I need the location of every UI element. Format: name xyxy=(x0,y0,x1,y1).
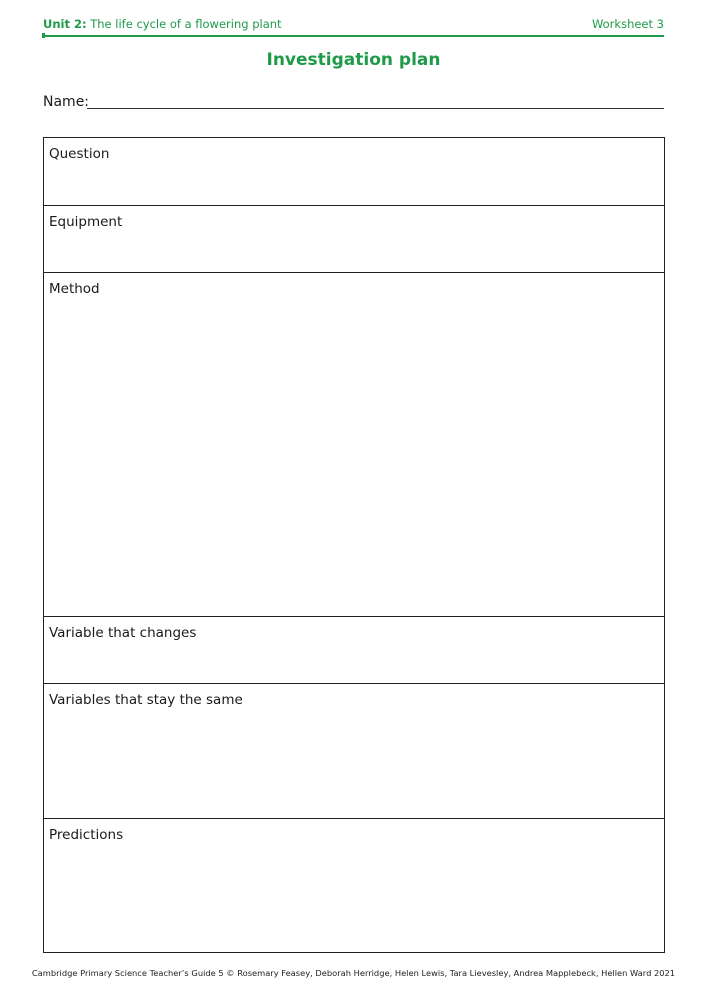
page-title: Investigation plan xyxy=(266,50,441,70)
section-label: Predictions xyxy=(49,827,124,843)
copyright-footer: Cambridge Primary Science Teacher’s Guide 5 © Rosemary Feasey, Deborah Herridge, Helen Lewis, Tara Lievesley, Andrea Mapplebeck, Hellen Ward 2021 xyxy=(31,968,676,978)
section-label: Question xyxy=(49,146,110,162)
header-divider-tick xyxy=(42,33,45,38)
section-variable-that-changes[interactable] xyxy=(44,617,664,684)
name-write-line[interactable] xyxy=(87,108,664,109)
name-field xyxy=(43,94,664,112)
name-label: Name: xyxy=(43,94,90,110)
section-label: Equipment xyxy=(49,214,123,230)
section-question[interactable] xyxy=(44,138,664,206)
header-divider xyxy=(43,35,664,37)
page-header xyxy=(43,15,664,37)
section-label: Variables that stay the same xyxy=(49,692,243,708)
worksheet-number: Worksheet 3 xyxy=(591,17,664,31)
section-variables-that-stay-the-same[interactable] xyxy=(44,684,664,819)
unit-title xyxy=(43,17,282,31)
investigation-plan-table xyxy=(43,137,665,953)
section-equipment[interactable] xyxy=(44,206,664,273)
section-label: Variable that changes xyxy=(49,625,197,641)
section-predictions[interactable] xyxy=(44,819,664,952)
section-method[interactable] xyxy=(44,273,664,617)
unit-name: The life cycle of a flowering plant xyxy=(86,17,282,31)
unit-number: Unit 2: xyxy=(43,17,87,31)
section-label: Method xyxy=(49,281,100,297)
